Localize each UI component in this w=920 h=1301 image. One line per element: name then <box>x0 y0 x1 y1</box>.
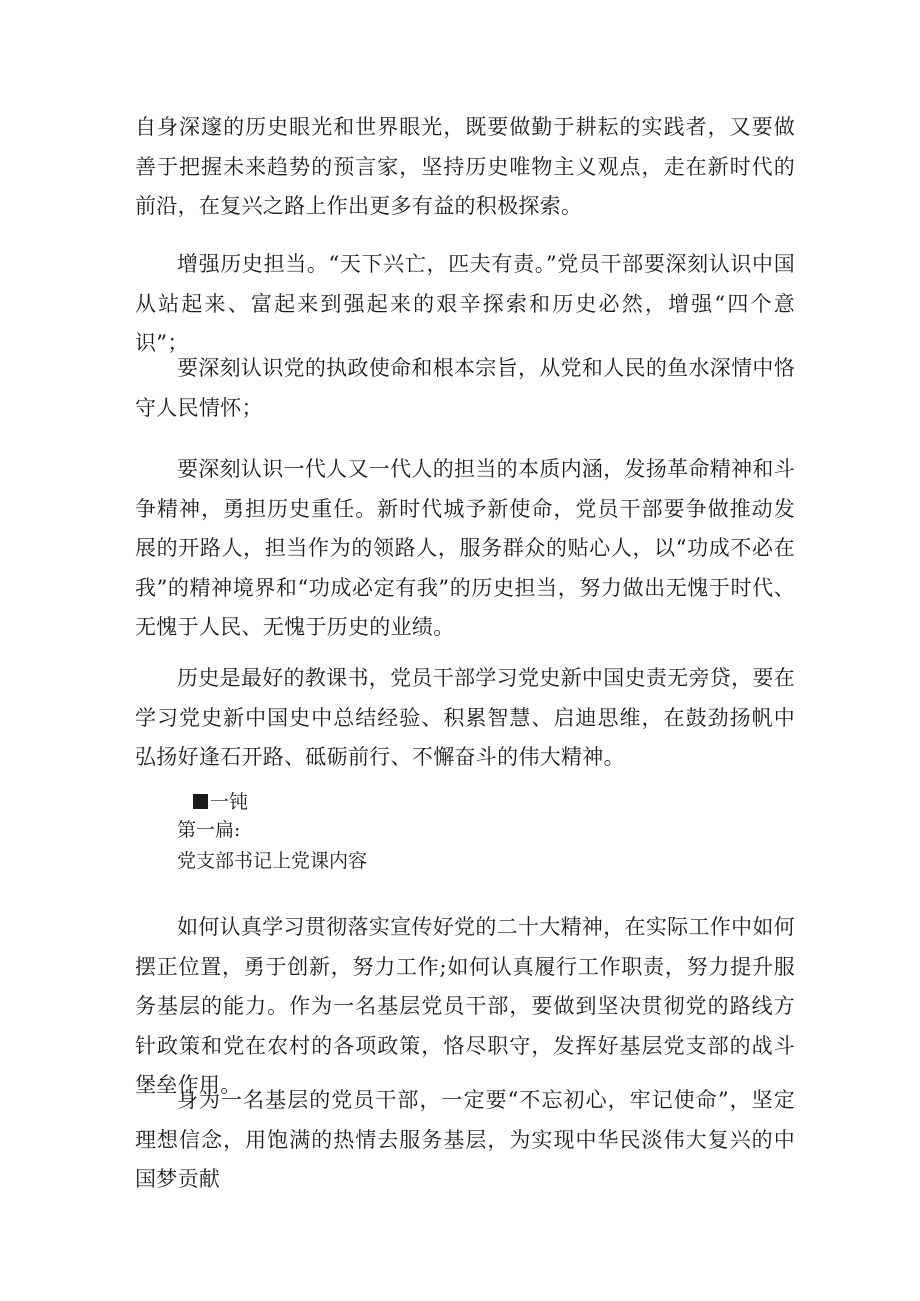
section-title: 党支部书记上党课内容 <box>177 850 368 872</box>
heading-mark-line <box>177 788 367 816</box>
black-square-icon <box>193 794 208 809</box>
paragraph-generational-responsibility: 要深刻认识一代人又一代人的担当的本质内涵，发扬革命精神和斗争精神，勇担历史重任。新时代城予新使命，党员干部要争做推动发展的开路人，担当作为的领路人，服务群众的贴心人，以“功成不必在我”的精神境界和“功成必定有我”的历史担当，努力做出无愧于时代、无愧于人民、无愧于历史的业绩。 <box>135 457 795 639</box>
paragraph-historical-responsibility: 增强历史担当。“天下兴亡，匹夫有责。”党员干部要深刻认识中国从站起来、富起来到强起来的艰辛探索和历史必然，增强“四个意识”； <box>135 252 795 355</box>
paragraph-study-spirit: 如何认真学习贯彻落实宣传好党的二十大精神，在实际工作中如何摆正位置，勇于创新，努力工作;如何认真履行工作职责，努力提升服务基层的能力。作为一名基层党员干部，要做到坚决贯彻党的路线方针政策和党在农村的各项政策，恪尽职守，发挥好基层党支部的战斗堡垒作用。 <box>135 915 795 1097</box>
chapter-label: 第一扁: <box>177 819 241 841</box>
paragraph-party-mission: 要深刻认识党的执政使命和根本宗旨，从党和人民的鱼水深情中恪守人民情怀； <box>135 356 795 420</box>
section-heading <box>177 788 367 875</box>
paragraph-grassroots-cadre: 身为一名基层的党员干部，一定要“不忘初心，牢记使命”，坚定理想信念，用饱满的热情去服务基层，为实现中华民淡伟大复兴的中国梦贡献 <box>135 1088 795 1191</box>
paragraph-history-textbook: 历史是最好的教课书，党员干部学习党史新中国史责无旁贷，要在学习党史新中国史中总结经验、积累智慧、启迪思维，在鼓劲扬帆中弘扬好逢石开路、砥砺前行、不懈奋斗的伟大精神。 <box>135 666 795 769</box>
heading-mark-text: 一钝 <box>210 791 249 813</box>
paragraph-continued: 自身深邃的历史眼光和世界眼光，既要做勤于耕耘的实践者，又要做善于把握未来趋势的预言家，坚持历史唯物主义观点，走在新时代的前沿，在复兴之路上作出更多有益的积极探索。 <box>135 115 795 218</box>
